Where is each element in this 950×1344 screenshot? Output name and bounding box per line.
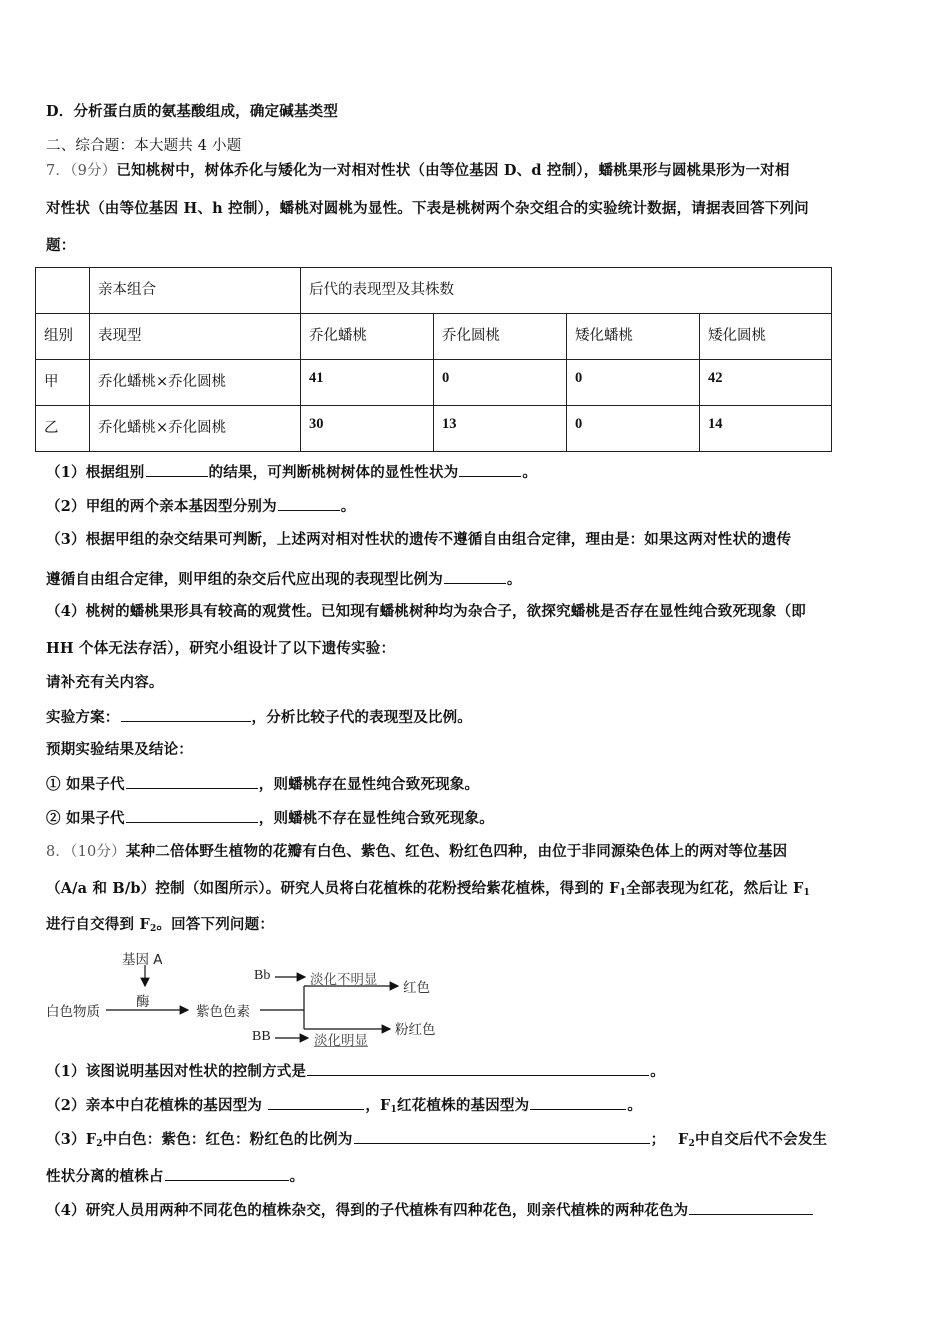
- q8-sub4: [46, 1199, 814, 1221]
- table-row: [36, 360, 832, 406]
- q7-sub3-line2: [46, 568, 522, 590]
- q8-sub3-text: 性状分离的植株占: [46, 1168, 164, 1185]
- q7-sub1-text: （1）根据组别: [46, 464, 145, 481]
- table-cell: 30: [301, 406, 434, 452]
- table-cell: 42: [700, 360, 832, 406]
- q8-sub2-text: 。: [627, 1097, 643, 1114]
- q7-sub1-text: 。: [522, 464, 538, 481]
- option-d: D．分析蛋白质的氨基酸组成，确定碱基类型: [46, 103, 339, 120]
- table-cell: 0: [567, 406, 700, 452]
- q8-sub3-text: 。: [289, 1168, 305, 1185]
- q8-intro-line3: [46, 915, 274, 939]
- bb-homozygous-label: BB: [252, 1029, 271, 1044]
- q8-intro-text: 全部表现为红花，然后让 F: [626, 880, 804, 897]
- q8-sub4-text: （4）研究人员用两种不同花色的植株杂交，得到的子代植株有四种花色，则亲代植株的两种花色为: [46, 1202, 689, 1219]
- strong-fade-label: 淡化明显: [314, 1033, 368, 1049]
- answer-blank[interactable]: [354, 1128, 650, 1144]
- table-header-row-1: [36, 268, 832, 314]
- q7-result1: [46, 773, 479, 795]
- answer-blank[interactable]: [126, 807, 258, 823]
- subscript: 1: [619, 888, 627, 898]
- q7-result-text: ① 如果子代: [46, 776, 125, 793]
- white-substance-label: 白色物质: [46, 1004, 100, 1020]
- table-cell: 甲: [36, 360, 90, 406]
- q8-sub3-text: 中自交后代不会发生: [694, 1131, 828, 1148]
- q7-plan: [46, 706, 472, 728]
- answer-blank[interactable]: [459, 461, 521, 477]
- q8-intro-text: 进行自交得到 F: [46, 916, 150, 933]
- q7-result-text: ② 如果子代: [46, 810, 125, 827]
- q8-sub2-text: ，F: [365, 1097, 391, 1114]
- q7-sub2: [46, 495, 356, 517]
- subscript: 1: [390, 1105, 398, 1115]
- q7-sub3-text: 遵循自由组合定律，则甲组的杂交后代应出现的表现型比例为: [46, 571, 443, 588]
- q7-sub2-text: 。: [340, 498, 356, 515]
- q7-sub4-line1: （4）桃树的蟠桃果形具有较高的观赏性。已知现有蟠桃树种均为杂合子，欲探究蟠桃是否存在显性纯合致死现象（即: [46, 603, 806, 620]
- q8-intro-line1: [46, 842, 787, 862]
- q8-sub2-text: 红花植株的基因型为: [397, 1097, 530, 1114]
- table-header-cell: 后代的表现型及其株数: [301, 268, 832, 314]
- q7-result-text: ，则蟠桃不存在显性纯合致死现象。: [258, 810, 494, 827]
- table-cell: 乔化蟠桃×乔化圆桃: [90, 360, 301, 406]
- table-header-cell: 组别: [36, 314, 90, 360]
- q7-plan-text: 实验方案：: [46, 709, 120, 726]
- q8-sub3-text: （3）F: [46, 1131, 97, 1148]
- table-cell: 14: [700, 406, 832, 452]
- q7-intro-line3: 题：: [46, 237, 76, 254]
- answer-blank[interactable]: [530, 1094, 626, 1110]
- q7-sub1-text: 的结果，可判断桃树树体的显性性状为: [208, 464, 459, 481]
- q7-expect: 预期实验结果及结论：: [46, 741, 193, 758]
- table-header-cell: 矮化圆桃: [700, 314, 832, 360]
- table-cell: 0: [434, 360, 567, 406]
- gene-a-label: 基因 A: [122, 952, 163, 968]
- subscript: 2: [149, 924, 157, 934]
- q8-score: （10分）: [70, 844, 126, 860]
- answer-blank[interactable]: [444, 568, 506, 584]
- answer-blank[interactable]: [268, 1094, 364, 1110]
- table-header-cell: 矮化蟠桃: [567, 314, 700, 360]
- subscript: 2: [96, 1139, 103, 1149]
- table-cell: 乙: [36, 406, 90, 452]
- enzyme-label: 酶: [136, 994, 150, 1010]
- q7-number: 7．: [46, 163, 71, 179]
- table-cell: 13: [434, 406, 567, 452]
- q7-intro-line1: [46, 161, 790, 181]
- table-header-cell: 亲本组合: [90, 268, 301, 314]
- q8-sub1-text: 。: [650, 1063, 665, 1080]
- q7-sub3-line1: （3）根据甲组的杂交结果可判断，上述两对相对性状的遗传不遵循自由组合定律，理由是：如果这两对性状的遗传: [46, 531, 792, 548]
- pink-label: 粉红色: [395, 1022, 436, 1038]
- table-header-cell: [36, 268, 90, 314]
- subscript: 1: [803, 888, 811, 898]
- q7-sub3-text: 。: [506, 571, 522, 588]
- purple-pigment-label: 紫色色素: [196, 1004, 250, 1020]
- answer-blank[interactable]: [165, 1165, 289, 1181]
- q8-sub1: [46, 1060, 665, 1082]
- table-header-cell: 乔化圆桃: [434, 314, 567, 360]
- q7-result-text: ，则蟠桃存在显性纯合致死现象。: [258, 776, 480, 793]
- q8-sub2-text: （2）亲本中白花植株的基因型为: [46, 1097, 268, 1114]
- q8-intro-text: 。回答下列问题：: [156, 916, 275, 933]
- red-label: 红色: [403, 980, 430, 996]
- answer-blank[interactable]: [307, 1060, 649, 1076]
- q8-sub2: [46, 1094, 642, 1120]
- q8-sub3-line1: [46, 1128, 827, 1154]
- q7-intro-line2: 对性状（由等位基因 H、h 控制），蟠桃对圆桃为显性。下表是桃树两个杂交组合的实验统计数据，请据表回答下列问: [46, 200, 809, 217]
- q7-score: （9分）: [70, 163, 117, 179]
- q8-intro-text: （A/a 和 B/b）控制（如图所示）。研究人员将白花植株的花粉授给紫花植株，得到的 F: [46, 880, 620, 897]
- q7-sub2-text: （2）甲组的两个亲本基因型分别为: [46, 498, 277, 515]
- table-header-cell: 乔化蟠桃: [301, 314, 434, 360]
- weak-fade-label: 淡化不明显: [310, 972, 378, 988]
- q8-intro-text: 某种二倍体野生植物的花瓣有白色、紫色、红色、粉红色四种，由位于非同源染色体上的两对等位基因: [125, 843, 788, 860]
- table-cell: 41: [301, 360, 434, 406]
- subscript: 2: [688, 1139, 695, 1149]
- section-heading: 二、综合题：本大题共 4 小题: [46, 138, 242, 154]
- q7-intro-text: 已知桃树中，树体乔化与矮化为一对相对性状（由等位基因 D、d 控制），蟠桃果形与圆桃果形为一对相: [116, 162, 790, 179]
- answer-blank[interactable]: [121, 706, 251, 722]
- answer-blank[interactable]: [689, 1199, 813, 1215]
- table-cell: 乔化蟠桃×乔化圆桃: [90, 406, 301, 452]
- q7-result2: [46, 807, 494, 829]
- table-header-row-2: [36, 314, 832, 360]
- q8-sub3-text: ； F: [650, 1131, 689, 1148]
- answer-blank[interactable]: [278, 495, 340, 511]
- q7-sub4-line3: 请补充有关内容。: [46, 674, 164, 691]
- answer-blank[interactable]: [126, 773, 258, 789]
- bb-heterozygous-label: Bb: [254, 968, 271, 983]
- table-cell: 0: [567, 360, 700, 406]
- q8-number: 8．: [46, 844, 71, 860]
- q7-data-table: [35, 267, 832, 452]
- answer-blank[interactable]: [146, 461, 208, 477]
- table-row: [36, 406, 832, 452]
- q8-intro-line2: [46, 879, 810, 903]
- q8-sub3-line2: [46, 1165, 304, 1187]
- q8-sub1-text: （1）该图说明基因对性状的控制方式是: [46, 1063, 307, 1080]
- q7-plan-text: ，分析比较子代的表现型及比例。: [251, 709, 472, 726]
- q7-sub1: [46, 461, 537, 483]
- pigment-pathway-diagram: [40, 940, 460, 1055]
- q7-sub4-line2: HH 个体无法存活），研究小组设计了以下遗传实验：: [46, 640, 396, 657]
- table-header-cell: 表现型: [90, 314, 301, 360]
- q8-sub3-text: 中白色：紫色：红色：粉红色的比例为: [102, 1131, 353, 1148]
